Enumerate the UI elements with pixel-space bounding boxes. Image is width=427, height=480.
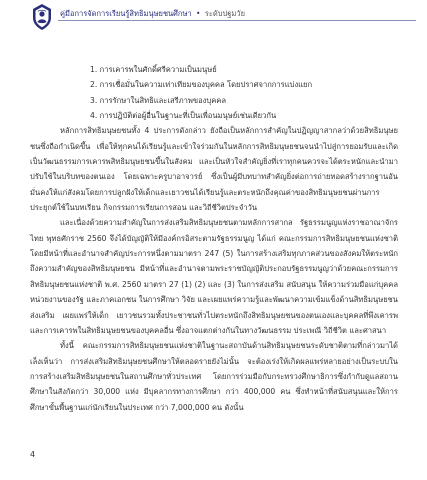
header-divider (58, 20, 416, 21)
principles-list (30, 62, 398, 123)
header-title: คู่มือการจัดการเรียนรู้สิทธิมนุษยชนศึกษา (60, 9, 192, 18)
list-item: 1. การเคารพในศักดิ์ศรีความเป็นมนุษย์ (90, 65, 217, 74)
header-subtitle: ระดับปฐมวัย (204, 9, 245, 18)
paragraph-constitution: และเนื่องด้วยความสำคัญในการส่งเสริมสิทธิมนุษยชนตามหลักการสากล รัฐธรรมนูญแห่งราชอาณาจักรไทย พุทธศักราช 2560 จึงได้บัญญัติให้มีองค์กรอิสระตามรัฐธรรมนูญ ได้แก่ คณะกรรมการสิทธิมนุษยชนแห่งชาติ โดยมีหน้าที่และอำนาจสำคัญประการหนึ่งตามมาตรา 247 (5) ในการสร้างเสริมทุกภาคส่วนของสังคมให้ตระหนักถึงความสำคัญของสิทธิมนุษยชน มีหน้าที่และอำนาจตามพระราชบัญญัติประกอบรัฐธรรมนูญว่าด้วยคณะกรรมการสิทธิมนุษยชนแห่งชาติ พ.ศ. 2560 มาตรา 27 (1) (2) และ (3) ในการส่งเสริม สนับสนุน ให้ความร่วมมือแก่บุคคล หน่วยงานของรัฐ และภาคเอกชน ในการศึกษา วิจัย และเผยแพร่ความรู้และพัฒนาความเข้มแข็งด้านสิทธิมนุษยชน ส่งเสริม เผยแพร่ให้เด็ก เยาวชนรวมทั้งประชาชนทั่วไปตระหนักถึงสิทธิมนุษยชนของตนเองและบุคคลที่พึงเคารพ และการเคารพในสิทธิมนุษยชนของบุคคลอื่น ซึ่งอาจแตกต่างกันในทางวัฒนธรรม ประเพณี วิถีชีวิต และศาสนา (30, 218, 398, 335)
nhrc-logo-icon (30, 3, 54, 31)
header-title-row (60, 8, 245, 20)
list-item: 4. การปฏิบัติต่อผู้อื่นในฐานะที่เป็นเพื่อนมนุษย์เช่นเดียวกัน (90, 111, 277, 121)
list-item: 3. การรักษาในสิทธิและเสรีภาพของบุคคล (90, 95, 227, 105)
body-content (30, 62, 398, 415)
header-separator: • (196, 9, 201, 18)
list-item: 2. การเชื่อมั่นในความเท่าเทียมของบุคคล โดยปราศจากการแบ่งแยก (90, 80, 313, 90)
page-header (0, 0, 427, 36)
paragraph-principles: หลักการสิทธิมนุษยชนทั้ง 4 ประการดังกล่าว ยังถือเป็นหลักการสำคัญในปฏิญญาสากลว่าด้วยสิทธิมนุษยชนซึ่งถือกำเนิดขึ้น เพื่อให้ทุกคนได้เรียนรู้และเข้าใจร่วมกันในหลักการสิทธิมนุษยชนจนนำไปสู่การยอมรับและเกิดเป็นวัฒนธรรมการเคารพสิทธิมนุษยชนขึ้นในสังคม และเป็นหัวใจสำคัญยิ่งที่เราทุกคนควรจะได้ตระหนักและนำมาปรับใช้ในบริบทของตนเอง โดยเฉพาะครูบาอาจารย์ ซึ่งเป็นผู้มีบทบาทสำคัญยิ่งต่อการถ่ายทอดสร้างรากฐานอันมั่นคงให้แก่สังคมโดยการปลูกฝังให้เด็กและเยาวชนได้เรียนรู้และตระหนักถึงคุณค่าของสิทธิมนุษยชนผ่านการประยุกต์ใช้ในบทเรียน กิจกรรมการเรียนการสอน และวิถีชีวิตประจำวัน (30, 126, 398, 213)
page-number: 4 (30, 450, 36, 459)
paragraph-nhrc-role: ทั้งนี้ คณะกรรมการสิทธิมนุษยชนแห่งชาติในฐานะสถาบันด้านสิทธิมนุษยชนระดับชาติตามที่กล่าวมาได้เล็งเห็นว่า การส่งเสริมสิทธิมนุษยชนศึกษาให้ตลอดรายยังไม่นั้น จะต้องเร่งให้เกิดผลแพร่หลายอย่างเป็นระบบในการสร้างเสริมสิทธิมนุษยชนในสถานศึกษาทั่วประเทศ โดยการร่วมมือกับกระทรวงศึกษาธิการซึ่งกำกับดูแลสถานศึกษาในสังกัดกว่า 30,000 แห่ง มีบุคลากรทางการศึกษา กว่า 400,000 คน ซึ่งทำหน้าที่สนับสนุนและให้การศึกษาขั้นพื้นฐานแก่นักเรียนในประเทศ กว่า 7,000,000 คน ดังนั้น (30, 341, 398, 412)
